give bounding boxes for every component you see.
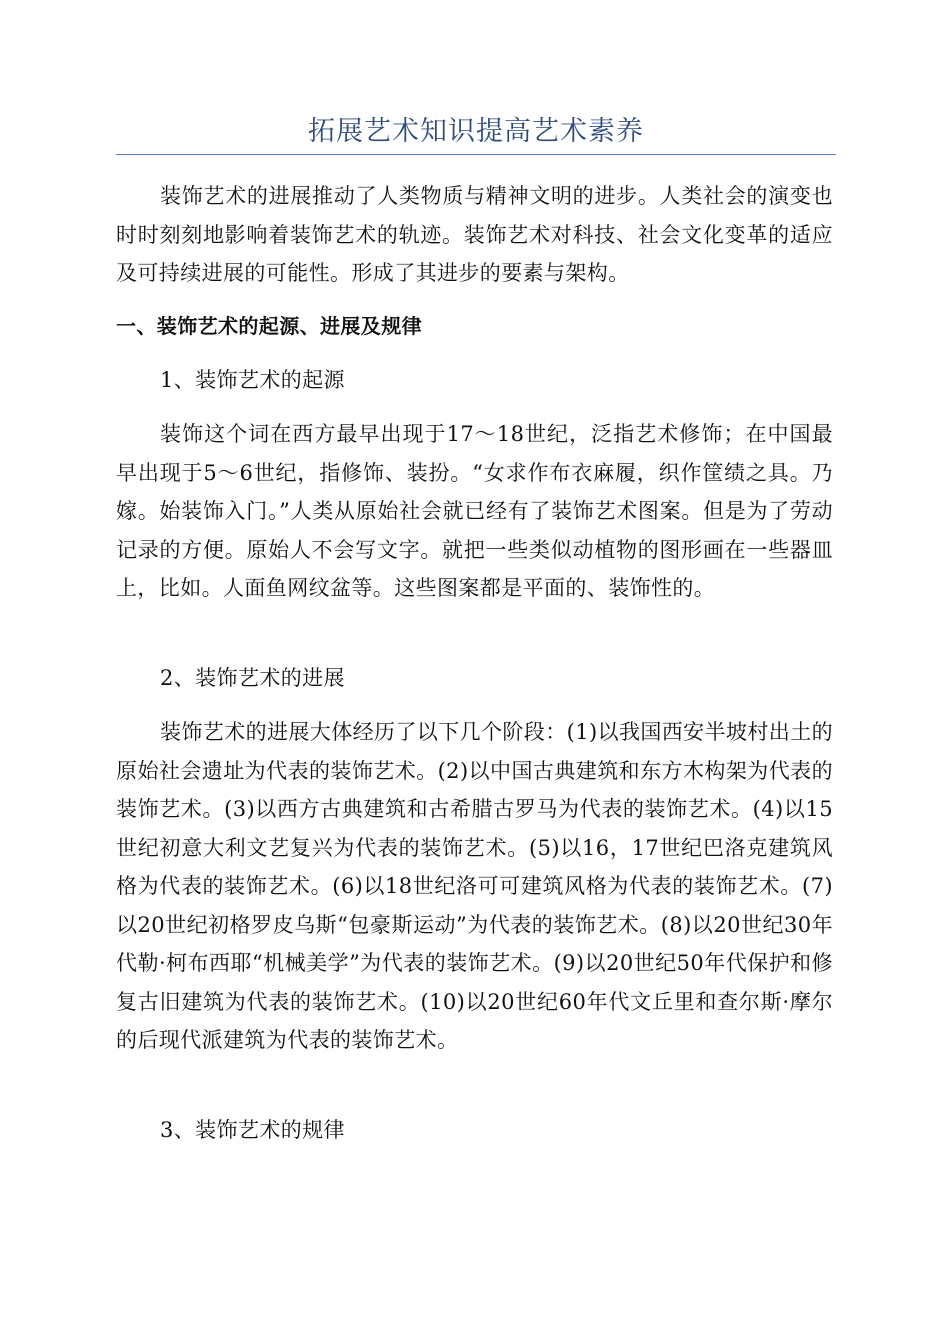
subsection-heading-origin: 1、装饰艺术的起源	[160, 368, 345, 392]
title-underline	[116, 154, 836, 155]
development-paragraph: 装饰艺术的进展大体经历了以下几个阶段：(1)以我国西安半坡村出土的原始社会遗址为代表的装饰艺术。(2)以中国古典建筑和东方木构架为代表的装饰艺术。(3)以西方古典建筑和古希腊古罗马为代表的装饰艺术。(4)以15世纪初意大利文艺复兴为代表的装饰艺术。(5)以16，17世纪巴洛克建筑风格为代表的装饰艺术。(6)以18世纪洛可可建筑风格为代表的装饰艺术。(7)以20世纪初格罗皮乌斯“包豪斯运动”为代表的装饰艺术。(8)以20世纪30年代勒·柯布西耶“机械美学”为代表的装饰艺术。(9)以20世纪50年代保护和修复古旧建筑为代表的装饰艺术。(10)以20世纪60年代文丘里和查尔斯·摩尔的后现代派建筑为代表的装饰艺术。	[116, 720, 833, 1052]
subsection-heading-rules: 3、装饰艺术的规律	[160, 1118, 345, 1142]
section-heading: 一、装饰艺术的起源、进展及规律	[116, 314, 422, 338]
document-title: 拓展艺术知识提高艺术素养	[308, 116, 644, 147]
subsection-heading-development: 2、装饰艺术的进展	[160, 666, 345, 690]
origin-paragraph: 装饰这个词在西方最早出现于17～18世纪，泛指艺术修饰；在中国最早出现于5～6世纪，指修饰、装扮。“女求作布衣麻履，织作筐绩之具。乃嫁。始装饰入门。”人类从原始社会就已经有了装饰艺术图案。但是为了劳动记录的方便。原始人不会写文字。就把一些类似动植物的图形画在一些器皿上，比如。人面鱼网纹盆等。这些图案都是平面的、装饰性的。	[116, 422, 833, 600]
intro-paragraph: 装饰艺术的进展推动了人类物质与精神文明的进步。人类社会的演变也时时刻刻地影响着装饰艺术的轨迹。装饰艺术对科技、社会文化变革的适应及可持续进展的可能性。形成了其进步的要素与架构。	[116, 184, 833, 285]
